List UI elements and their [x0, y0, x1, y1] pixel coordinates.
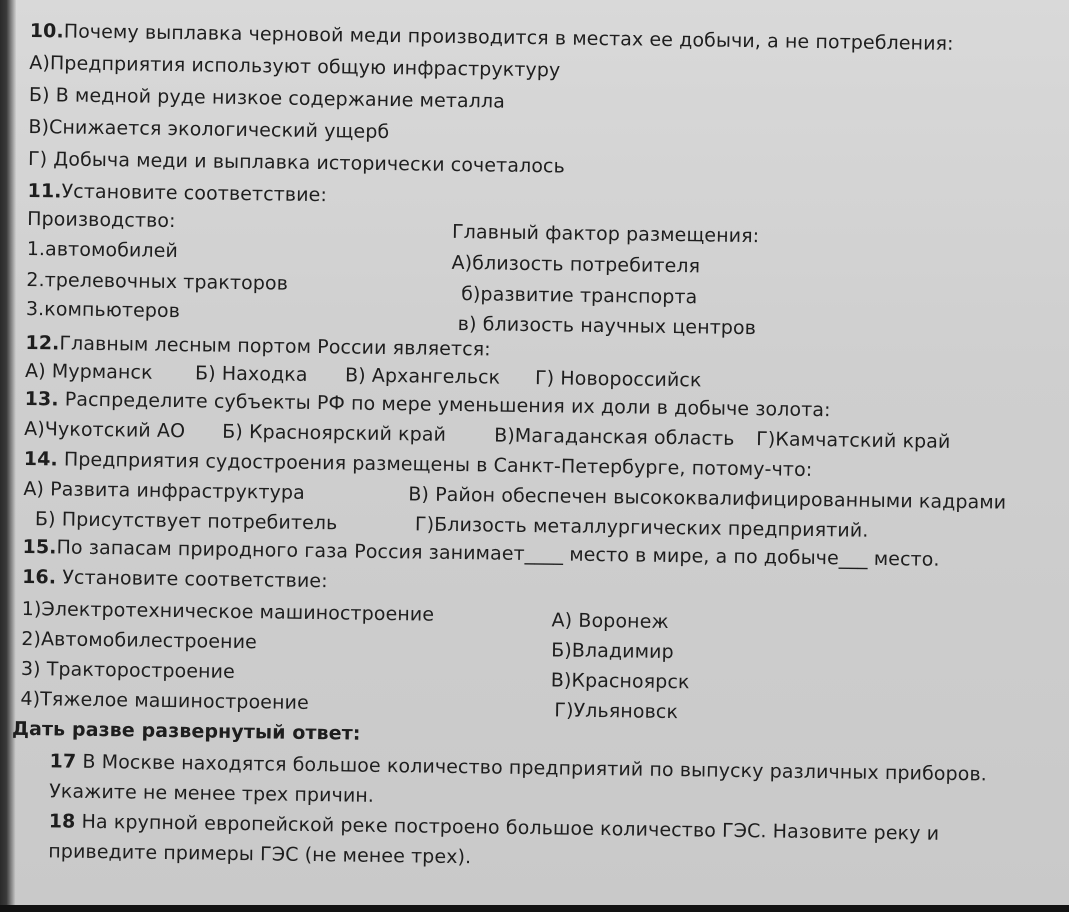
q10-text: Почему выплавка черновой меди производится в местах ее добычи, а не потребления: — [63, 20, 954, 55]
q13-option-a: А)Чукотский АО — [24, 417, 186, 443]
q11-left-item-3: 3.компьютеров — [25, 297, 181, 323]
q13-option-d: Г)Камчатский край — [756, 428, 951, 453]
q15-number: 15. — [22, 535, 57, 559]
q11-left-item-2: 2.трелевочных тракторов — [26, 268, 289, 295]
q11-right-header: Главный фактор размещения: — [451, 220, 760, 248]
q10-option-c: В)Снижается экологический ущерб — [28, 115, 390, 144]
q14-number: 14. — [23, 447, 58, 471]
q12-option-b: Б) Находка — [194, 362, 308, 386]
q11-question — [27, 178, 327, 208]
q13-option-b: Б) Красноярский край — [222, 420, 447, 446]
q13-option-c: В)Магаданская область — [494, 424, 735, 450]
q16-left-item-1: 1)Электротехническое машиностроение — [21, 597, 435, 626]
q14-option-c: В) Район обеспечен высококвалифицированными кадрами — [408, 483, 1007, 514]
photo-bottom-edge — [0, 905, 1069, 912]
q11-left-item-1: 1.автомобилей — [26, 237, 179, 263]
q11-text: Установите соответствие: — [61, 180, 328, 207]
worksheet-content — [11, 18, 1055, 869]
q16-text: Установите соответствие: — [56, 566, 328, 593]
q14-option-d: Г)Близость металлургических предприятий. — [414, 513, 869, 542]
q16-right-item-d: Г)Ульяновск — [554, 699, 679, 724]
q16-left-item-2: 2)Автомобилестроение — [21, 627, 258, 654]
q12-question — [25, 330, 491, 362]
q17-line-2: Укажите не менее трех причин. — [49, 780, 375, 807]
q18-number: 18 — [48, 810, 76, 833]
q16-right-item-a: А) Воронеж — [551, 609, 669, 633]
q10-option-a: А)Предприятия используют общую инфраструктуру — [29, 51, 561, 82]
photo-left-edge — [0, 0, 16, 905]
q17-number: 17 — [49, 750, 77, 773]
q10-option-b: Б) В медной руде низкое содержание металла — [28, 83, 506, 113]
q12-number: 12. — [25, 331, 60, 355]
q11-number: 11. — [27, 179, 62, 203]
q14-option-b: Б) Присутствует потребитель — [34, 508, 338, 535]
q13-text: Распределите субъекты РФ по мере уменьшения их доли в добыче золота: — [58, 388, 831, 422]
q11-right-item-c: в) близость научных центров — [457, 313, 757, 340]
q18-line-2: приведите примеры ГЭС (не менее трех). — [48, 840, 472, 869]
q16-right-item-c: В)Красноярск — [550, 669, 690, 694]
q10-option-d: Г) Добыча меди и выплавка исторически сочеталось — [27, 147, 566, 178]
q14-option-a: А) Развита инфраструктура — [23, 477, 306, 504]
q16-right-item-b: Б)Владимир — [551, 639, 674, 664]
q13-number: 13. — [24, 387, 59, 411]
q12-text: Главным лесным портом России является: — [59, 332, 491, 361]
q12-option-d: Г) Новороссийск — [534, 367, 702, 392]
q11-left-header: Производство: — [27, 207, 176, 233]
q16-number: 16. — [22, 565, 57, 589]
q12-option-c: В) Архангельск — [344, 364, 501, 389]
q12-option-a: А) Мурманск — [24, 359, 153, 384]
q15-text: По запасам природного газа Россия занимает____ место в мире, а по добыче___ место. — [56, 536, 940, 571]
q16-left-item-4: 4)Тяжелое машиностроение — [20, 687, 309, 714]
q16-question — [22, 564, 328, 594]
q18-text: На крупной европейской реке построено большое количество ГЭС. Назовите реку и — [75, 810, 940, 845]
q16-left-item-3: 3) Тракторостроение — [20, 657, 235, 683]
q11-right-item-a: А)близость потребителя — [451, 251, 701, 278]
q14-text: Предприятия судостроения размещены в Санкт-Петербурге, потому-что: — [57, 448, 813, 481]
q11-right-item-b: б)развитие транспорта — [461, 283, 698, 309]
q10-number: 10. — [29, 19, 64, 43]
extended-answer-heading: Дать разве развернутый ответ: — [11, 717, 361, 745]
q17-text: В Москве находятся большое количество предприятий по выпуску различных приборов. — [76, 750, 988, 786]
